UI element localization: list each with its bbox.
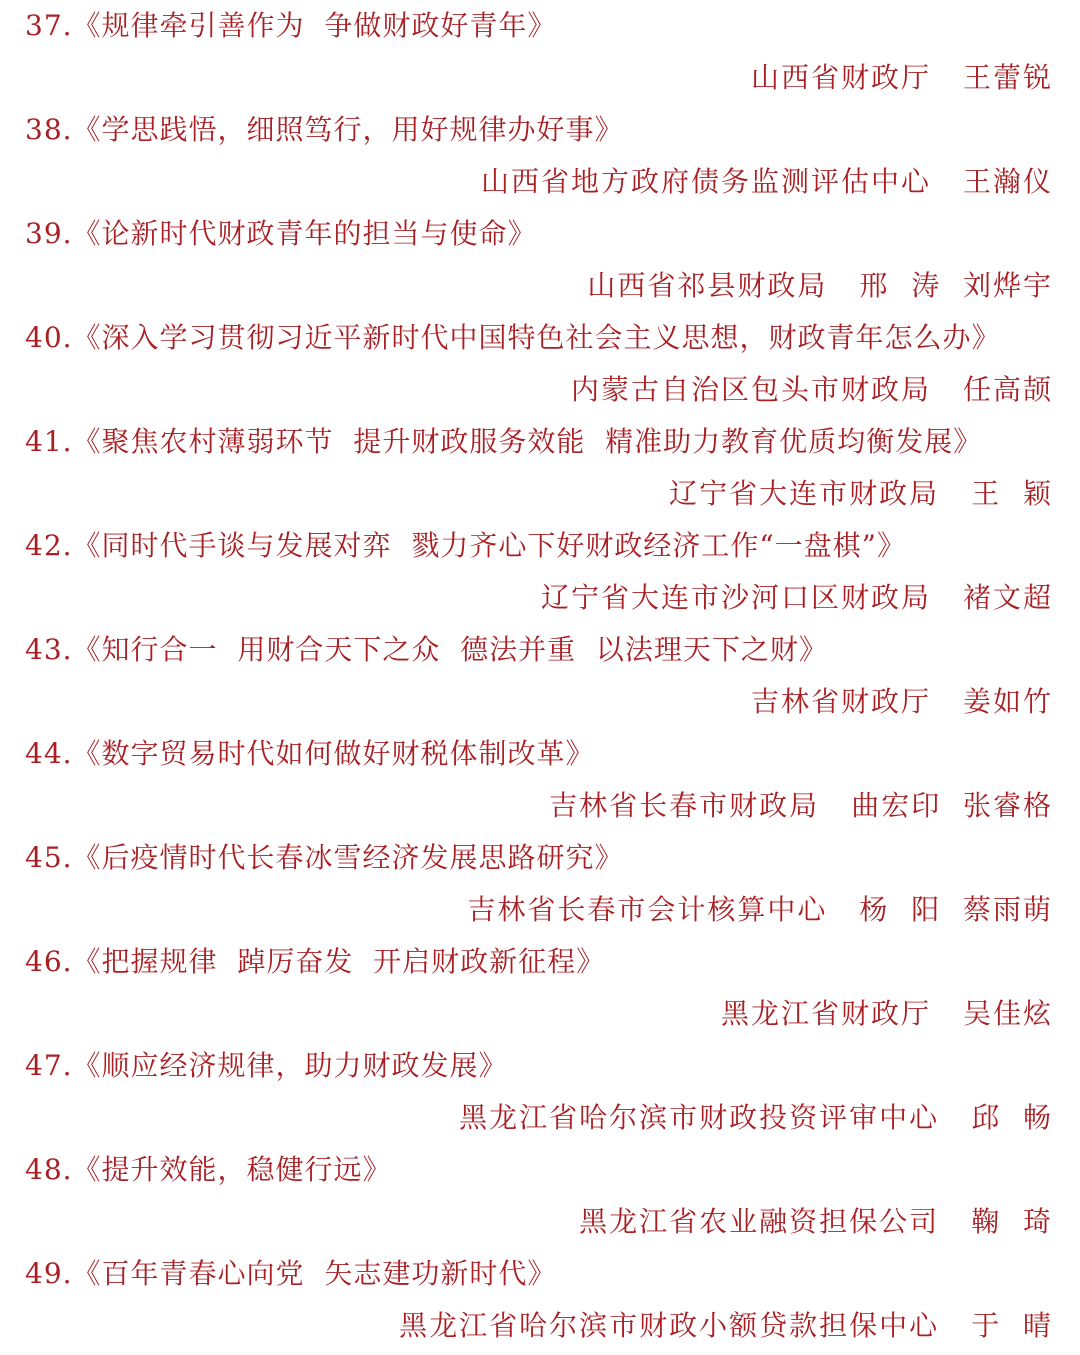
entry-author-line	[0, 572, 1080, 624]
entry-title-line	[0, 520, 1080, 572]
entry-title-line	[0, 936, 1080, 988]
entry-author-line	[0, 884, 1080, 936]
entry-authors: 任高颉	[962, 373, 1053, 406]
entry-45	[0, 832, 1080, 936]
entry-number: 45.	[25, 841, 73, 874]
entry-title-line	[0, 832, 1080, 884]
entry-title: 《知行合一 用财合天下之众 德法并重 以法理天下之财》	[72, 633, 828, 666]
entry-title: 《聚焦农村薄弱环节 提升财政服务效能 精准助力教育优质均衡发展》	[72, 425, 983, 458]
entry-title-line	[0, 416, 1080, 468]
entry-43	[0, 624, 1080, 728]
entry-49	[0, 1248, 1080, 1352]
entry-title-line	[0, 208, 1080, 260]
entry-44	[0, 728, 1080, 832]
entry-number: 41.	[25, 425, 73, 458]
entry-authors: 于 晴	[971, 1309, 1053, 1342]
entry-authors: 王 颖	[971, 477, 1053, 510]
entry-38	[0, 104, 1080, 208]
entry-title: 《同时代手谈与发展对弈 戮力齐心下好财政经济工作“一盘棋”》	[72, 529, 906, 562]
entry-title: 《论新时代财政青年的担当与使命》	[72, 217, 537, 250]
entry-organization: 黑龙江省财政厅	[720, 997, 931, 1030]
entry-number: 48.	[25, 1153, 73, 1186]
entry-41	[0, 416, 1080, 520]
entry-37	[0, 0, 1080, 104]
entry-author-line	[0, 676, 1080, 728]
entry-number: 40.	[25, 321, 73, 354]
entry-number: 39.	[25, 217, 73, 250]
entry-author-line	[0, 52, 1080, 104]
entry-title-line	[0, 312, 1080, 364]
entry-title: 《后疫情时代长春冰雪经济发展思路研究》	[72, 841, 624, 874]
entry-42	[0, 520, 1080, 624]
entry-authors: 褚文超	[962, 581, 1053, 614]
entry-author-line	[0, 364, 1080, 416]
entry-number: 37.	[25, 9, 73, 42]
entry-author-line	[0, 156, 1080, 208]
entry-organization: 山西省地方政府债务监测评估中心	[480, 165, 931, 198]
entry-author-line	[0, 1300, 1080, 1352]
entry-author-line	[0, 1092, 1080, 1144]
entry-organization: 吉林省财政厅	[750, 685, 931, 718]
entry-authors: 王瀚仪	[962, 165, 1053, 198]
entry-organization: 山西省祁县财政局	[587, 269, 828, 302]
entry-organization: 吉林省长春市财政局	[549, 789, 820, 822]
entry-authors: 邢 涛 刘烨宇	[859, 269, 1053, 302]
entry-organization: 辽宁省大连市财政局	[669, 477, 940, 510]
entry-organization: 黑龙江省哈尔滨市财政小额贷款担保中心	[399, 1309, 940, 1342]
entry-number: 44.	[25, 737, 73, 770]
entry-title-line	[0, 1248, 1080, 1300]
entry-title: 《顺应经济规律，助力财政发展》	[72, 1049, 508, 1082]
entry-authors: 姜如竹	[962, 685, 1053, 718]
entry-title: 《规律牵引善作为 争做财政好青年》	[72, 9, 557, 42]
entry-number: 46.	[25, 945, 73, 978]
entry-number: 38.	[25, 113, 73, 146]
entry-number: 49.	[25, 1257, 73, 1290]
entry-48	[0, 1144, 1080, 1248]
entry-46	[0, 936, 1080, 1040]
entry-authors: 邱 畅	[971, 1101, 1053, 1134]
entry-title: 《学思践悟，细照笃行，用好规律办好事》	[72, 113, 624, 146]
entry-author-line	[0, 780, 1080, 832]
entry-author-line	[0, 260, 1080, 312]
entry-authors: 曲宏印 张睿格	[851, 789, 1053, 822]
entry-organization: 黑龙江省农业融资担保公司	[579, 1205, 940, 1238]
entry-organization: 山西省财政厅	[750, 61, 931, 94]
entry-title-line	[0, 728, 1080, 780]
entry-number: 43.	[25, 633, 73, 666]
entry-authors: 鞠 琦	[971, 1205, 1053, 1238]
entry-author-line	[0, 988, 1080, 1040]
entry-authors: 吴佳炫	[962, 997, 1053, 1030]
entry-title-line	[0, 1040, 1080, 1092]
entry-title-line	[0, 0, 1080, 52]
entry-title-line	[0, 624, 1080, 676]
entry-author-line	[0, 468, 1080, 520]
entry-title-line	[0, 1144, 1080, 1196]
entry-title: 《百年青春心向党 矢志建功新时代》	[72, 1257, 557, 1290]
entry-title: 《深入学习贯彻习近平新时代中国特色社会主义思想，财政青年怎么办》	[72, 321, 1001, 354]
entry-number: 47.	[25, 1049, 73, 1082]
entry-47	[0, 1040, 1080, 1144]
entry-title: 《数字贸易时代如何做好财税体制改革》	[72, 737, 595, 770]
entry-40	[0, 312, 1080, 416]
entry-authors: 杨 阳 蔡雨萌	[859, 893, 1053, 926]
entry-organization: 内蒙古自治区包头市财政局	[570, 373, 931, 406]
entry-organization: 辽宁省大连市沙河口区财政局	[540, 581, 931, 614]
entry-organization: 吉林省长春市会计核算中心	[467, 893, 828, 926]
entry-author-line	[0, 1196, 1080, 1248]
entry-title: 《把握规律 踔厉奋发 开启财政新征程》	[72, 945, 606, 978]
entry-title: 《提升效能，稳健行远》	[72, 1153, 392, 1186]
entry-authors: 王蕾锐	[962, 61, 1053, 94]
entry-organization: 黑龙江省哈尔滨市财政投资评审中心	[459, 1101, 940, 1134]
entry-title-line	[0, 104, 1080, 156]
entry-39	[0, 208, 1080, 312]
entry-number: 42.	[25, 529, 73, 562]
